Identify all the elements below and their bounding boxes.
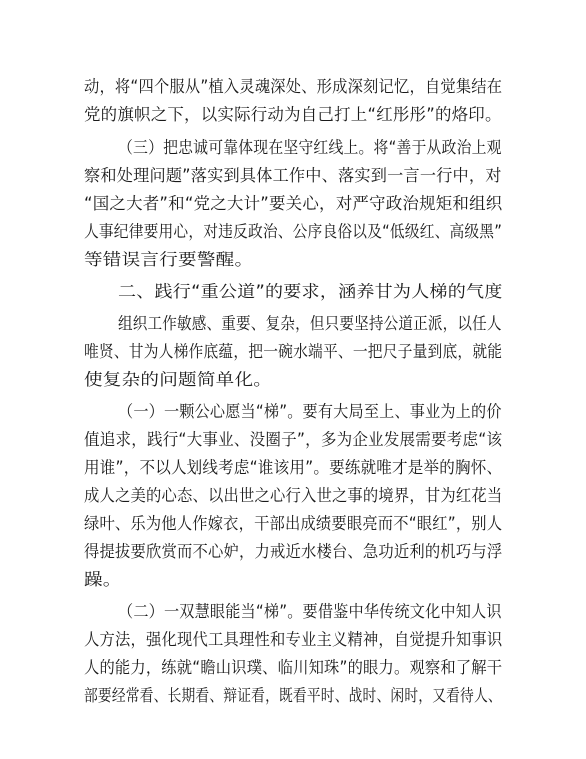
paragraph-line: 用谁”，不以人划线考虑“谁该用”。要练就唯才是举的胸怀、	[84, 458, 503, 477]
paragraph-line: 唯贤、甘为人梯作底蕴，把一碗水端平、一把尺子量到底，就能	[84, 342, 503, 361]
paragraph-line: 人方法，强化现代工具理性和专业主义精神，自觉提升知事识	[84, 630, 503, 649]
paragraph-line: 党的旗帜之下，以实际行动为自己打上“红彤彤”的烙印。	[84, 105, 502, 124]
section-heading: 二、践行“重公道”的要求，涵养甘为人梯的气度	[118, 282, 503, 301]
paragraph-line: 等错误言行要警醒。	[84, 250, 254, 269]
paragraph-line: 使复杂的问题简单化。	[84, 370, 273, 389]
paragraph-line: “国之大者”和“党之大计”要关心，对严守政治规矩和组织	[84, 194, 503, 213]
paragraph-line: 成人之美的心态、以出世之心行入世之事的境界，甘为红花当	[84, 486, 503, 505]
paragraph-line: （三）把忠诚可靠体现在坚守红线上。将“善于从政治上观	[118, 138, 502, 157]
paragraph-line: 得提拔要欣赏而不心妒，力戒近水楼台、急功近利的机巧与浮	[84, 542, 503, 561]
paragraph-line: 人的能力，练就“瞻山识璞、临川知珠”的眼力。观察和了解干	[84, 658, 503, 677]
paragraph-line: （二）一双慧眼能当“梯”。要借鉴中华传统文化中知人识	[118, 602, 502, 621]
paragraph-line: （一）一颗公心愿当“梯”。要有大局至上、事业为上的价	[118, 402, 502, 421]
paragraph-line: 躁。	[84, 570, 122, 589]
paragraph-line: 部要经常看、长期看、辩证看，既看平时、战时、闲时，又看待人、	[84, 686, 502, 705]
paragraph-line: 组织工作敏感、重要、复杂，但只要坚持公道正派，以任人	[118, 314, 502, 333]
paragraph-line: 绿叶、乐为他人作嫁衣，干部出成绩要眼亮而不“眼红”，别人	[84, 514, 503, 533]
paragraph-line: 人事纪律要用心，对违反政治、公序良俗以及“低级红、高级黑”	[84, 222, 503, 241]
paragraph-line: 察和处理问题”落实到具体工作中、落实到一言一行中，对	[84, 166, 502, 185]
paragraph-line: 值追求，践行“大事业、没圈子”，多为企业发展需要考虑“该	[84, 430, 503, 449]
paragraph-line: 动，将“四个服从”植入灵魂深处、形成深刻记忆，自觉集结在	[84, 77, 503, 96]
